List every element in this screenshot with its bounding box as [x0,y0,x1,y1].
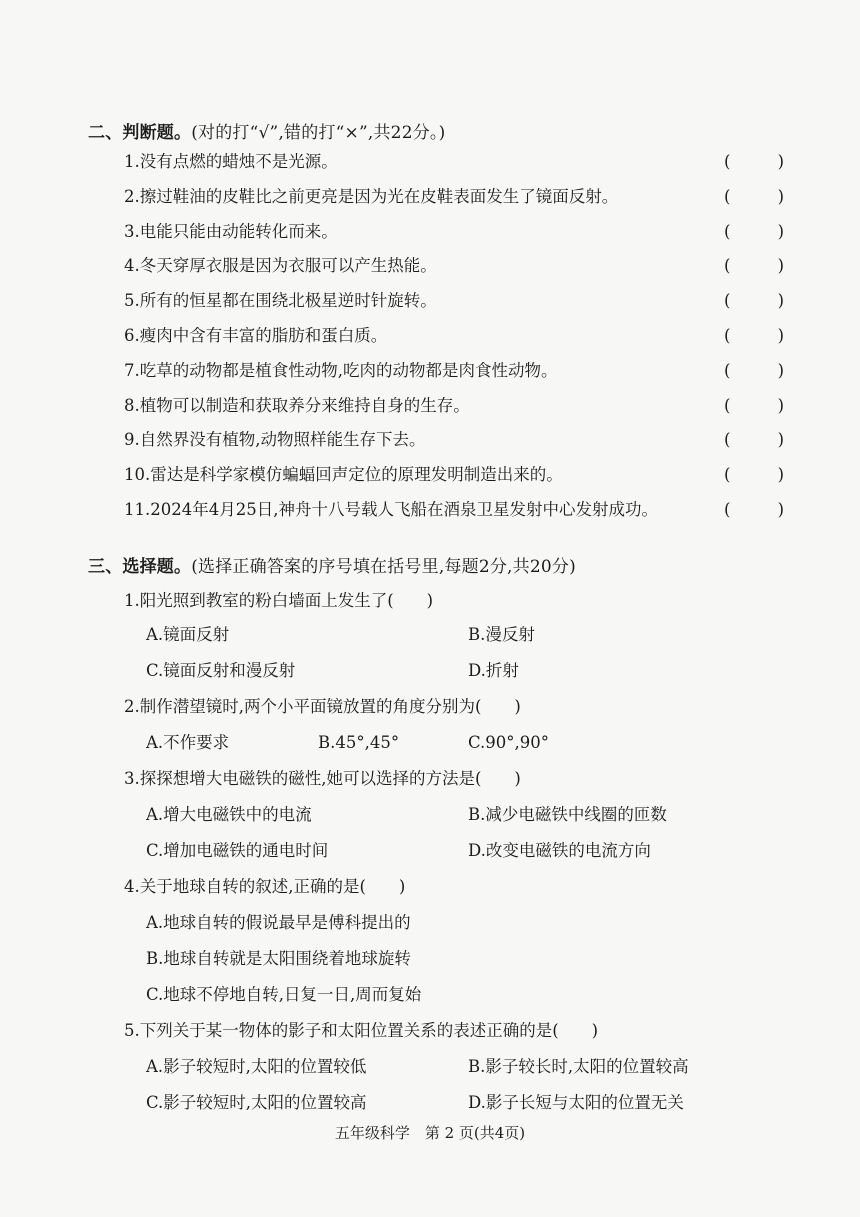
answer-paren-close: ) [777,395,784,415]
judgment-item-text: 1.没有点燃的蜡烛不是光源。 [124,152,338,171]
answer-blank[interactable] [724,288,784,314]
answer-paren-open: ( [724,500,731,519]
page-footer: 五年级科学 第 2 页(共4页) [334,1124,526,1142]
choice-question-3-stem: 3.探探想增大电磁铁的磁性,她可以选择的方法是( ) [124,769,521,788]
answer-paren-close: ) [777,186,784,206]
answer-paren-open: ( [724,291,731,311]
judgment-item [124,427,784,453]
answer-paren-open: ( [724,465,731,485]
q5-option-c[interactable]: C.影子较短时,太阳的位置较高 [146,1093,367,1112]
answer-paren-open: ( [724,326,731,345]
judgment-item-text: 8.植物可以制造和获取养分来维持自身的生存。 [124,395,470,415]
answer-paren-close: ) [777,256,784,276]
answer-blank[interactable] [724,358,784,384]
choice-question-4-stem: 4.关于地球自转的叙述,正确的是( ) [124,877,406,896]
q3-option-d[interactable]: D.改变电磁铁的电流方向 [468,841,651,860]
choice-question-2-stem: 2.制作潜望镜时,两个小平面镜放置的角度分别为( ) [124,697,521,716]
answer-paren-open: ( [724,360,731,380]
answer-paren-close: ) [777,360,784,380]
section-2-title [88,118,445,143]
answer-paren-close: ) [777,500,784,519]
q2-option-c[interactable]: C.90°,90° [468,733,550,752]
answer-blank[interactable] [724,462,784,488]
q2-option-b[interactable]: B.45°,45° [318,733,400,752]
judgment-item [124,219,784,245]
judgment-item-text: 5.所有的恒星都在围绕北极星逆时针旋转。 [124,291,437,311]
section-3-heading: 三、选择题。 [88,557,192,577]
answer-blank[interactable] [724,253,784,279]
choice-question-1-stem: 1.阳光照到教室的粉白墙面上发生了( ) [124,591,434,610]
answer-paren-close: ) [777,430,784,450]
q3-option-b[interactable]: B.减少电磁铁中线圈的匝数 [468,805,667,824]
answer-blank[interactable] [724,149,784,175]
answer-paren-open: ( [724,256,731,276]
q5-option-a[interactable]: A.影子较短时,太阳的位置较低 [146,1057,367,1076]
q4-option-c[interactable]: C.地球不停地自转,日复一日,周而复始 [146,985,422,1004]
answer-paren-close: ) [777,465,784,485]
answer-paren-open: ( [724,152,731,171]
q2-option-a[interactable]: A.不作要求 [146,733,230,752]
q1-option-d[interactable]: D.折射 [468,661,519,680]
q4-option-a[interactable]: A.地球自转的假说最早是傅科提出的 [146,913,411,932]
answer-blank[interactable] [724,497,784,523]
judgment-item-text: 2.擦过鞋油的皮鞋比之前更亮是因为光在皮鞋表面发生了镜面反射。 [124,186,619,206]
judgment-item [124,393,784,419]
answer-paren-open: ( [724,430,731,450]
answer-paren-open: ( [724,395,731,415]
judgment-item [124,184,784,210]
q1-option-b[interactable]: B.漫反射 [468,625,535,644]
q5-option-d[interactable]: D.影子长短与太阳的位置无关 [468,1093,684,1112]
judgment-item-text: 4.冬天穿厚衣服是因为衣服可以产生热能。 [124,256,437,276]
judgment-item-text: 3.电能只能由动能转化而来。 [124,221,338,241]
judgment-item-text: 10.雷达是科学家模仿蝙蝠回声定位的原理发明制造出来的。 [124,465,563,485]
answer-blank[interactable] [724,184,784,210]
q3-option-c[interactable]: C.增加电磁铁的通电时间 [146,841,329,860]
judgment-item [124,358,784,384]
choice-question-5-stem: 5.下列关于某一物体的影子和太阳位置关系的表述正确的是( ) [124,1021,599,1040]
judgment-item-text: 6.瘦肉中含有丰富的脂肪和蛋白质。 [124,326,388,345]
section-3-note: (选择正确答案的序号填在括号里,每题2分,共20分) [191,557,576,577]
answer-blank[interactable] [724,393,784,419]
answer-paren-open: ( [724,186,731,206]
judgment-item [124,497,784,523]
answer-paren-open: ( [724,221,731,241]
answer-blank[interactable] [724,427,784,453]
judgment-item [124,253,784,279]
judgment-item-text: 11.2024年4月25日,神舟十八号载人飞船在酒泉卫星发射中心发射成功。 [124,500,658,519]
section-3-title [88,552,576,577]
answer-paren-close: ) [777,221,784,241]
section-2-heading: 二、判断题。 [88,123,192,143]
judgment-item-text: 7.吃草的动物都是植食性动物,吃肉的动物都是肉食性动物。 [124,360,558,380]
q1-option-c[interactable]: C.镜面反射和漫反射 [146,661,296,680]
q1-option-a[interactable]: A.镜面反射 [146,625,230,644]
judgment-item-text: 9.自然界没有植物,动物照样能生存下去。 [124,430,426,450]
q3-option-a[interactable]: A.增大电磁铁中的电流 [146,805,312,824]
section-2-note: (对的打“√”,错的打“×”,共22分。) [191,123,446,143]
answer-paren-close: ) [777,291,784,311]
answer-blank[interactable] [724,323,784,349]
answer-paren-close: ) [777,326,784,345]
answer-blank[interactable] [724,219,784,245]
judgment-item [124,462,784,488]
judgment-item [124,149,784,175]
q4-option-b[interactable]: B.地球自转就是太阳围绕着地球旋转 [146,949,411,968]
judgment-item [124,288,784,314]
answer-paren-close: ) [777,152,784,171]
q5-option-b[interactable]: B.影子较长时,太阳的位置较高 [468,1057,689,1076]
judgment-item [124,323,784,349]
